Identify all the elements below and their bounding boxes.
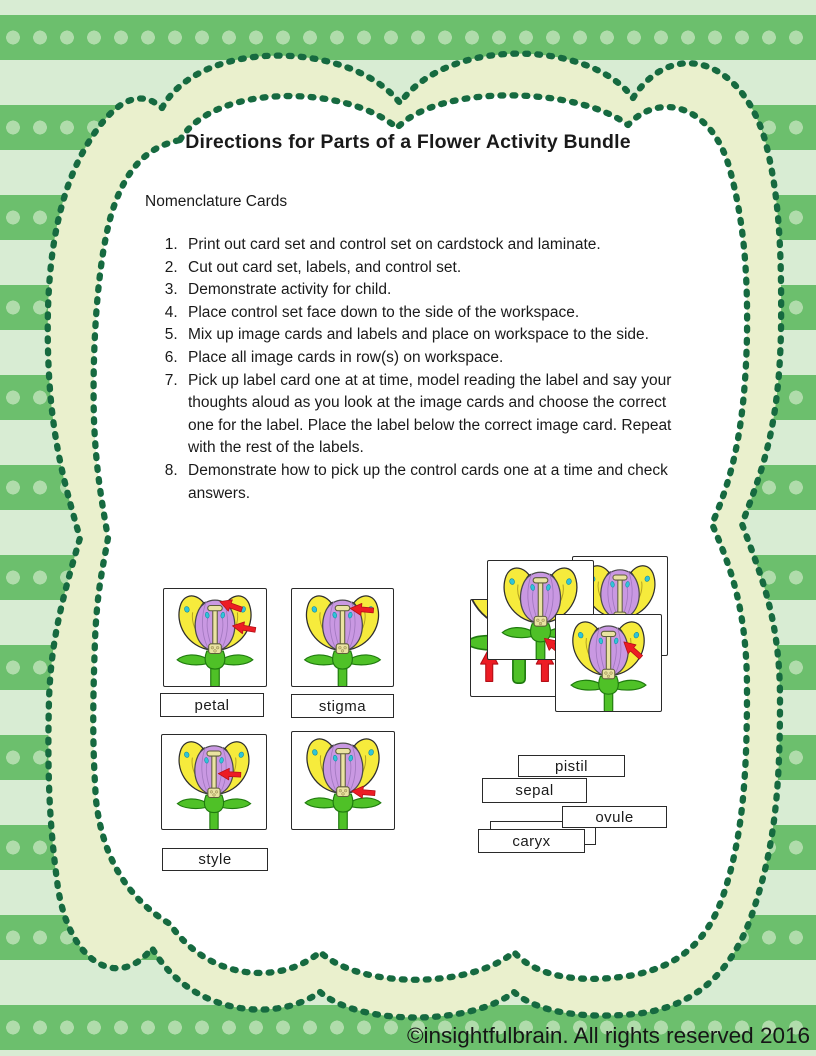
label-text: caryx <box>512 832 551 850</box>
label-text: stigma <box>318 697 367 715</box>
flower-diagram <box>162 735 266 829</box>
direction-step: 4. Place control set face down to the side of the workspace. <box>182 302 679 325</box>
direction-step: 5. Mix up image cards and labels and place on workspace to the side. <box>182 324 679 347</box>
label-card-pistil <box>518 755 625 777</box>
label-text: ovule <box>595 808 634 826</box>
flower-card-petal <box>163 588 267 687</box>
directions-list <box>145 234 679 505</box>
direction-step: 2. Cut out card set, labels, and control set. <box>182 257 679 280</box>
flower-card-ovule <box>555 614 662 712</box>
direction-step: 3. Demonstrate activity for child. <box>182 279 679 302</box>
label-text: sepal <box>515 782 554 799</box>
direction-step: 8. Demonstrate how to pick up the control cards one at a time and check answers. <box>182 460 679 505</box>
direction-step: 6. Place all image cards in row(s) on workspace. <box>182 347 679 370</box>
copyright-notice: ©insightfulbrain. All rights reserved 2016 <box>406 1023 810 1048</box>
label-card-petal <box>160 693 264 717</box>
flower-diagram <box>292 589 393 686</box>
flower-diagram <box>292 732 394 829</box>
flower-card-ovary <box>291 731 395 830</box>
label-card-sepal <box>482 778 587 803</box>
label-card-ovule <box>562 806 667 828</box>
label-card-caryx <box>478 829 585 853</box>
label-text: petal <box>194 696 230 714</box>
direction-step: 7. Pick up label card one at at time, model reading the label and say your thoughts aloud as you look at the image cards and choose the correct one for the label. Place the label below the correct image card. Repeat with the rest of the labels. <box>182 370 679 460</box>
label-card-style <box>162 848 268 871</box>
flower-card-stigma <box>291 588 394 687</box>
page-title: Directions for Parts of a Flower Activity Bundle <box>185 131 631 153</box>
label-text: pistil <box>554 757 588 775</box>
label-text: style <box>198 851 232 868</box>
direction-step: 1. Print out card set and control set on cardstock and laminate. <box>182 234 679 257</box>
section-heading: Nomenclature Cards <box>145 193 288 210</box>
flower-card-style <box>161 734 267 830</box>
flower-diagram <box>556 615 661 711</box>
flower-diagram <box>164 589 266 686</box>
label-card-stigma <box>291 694 394 718</box>
